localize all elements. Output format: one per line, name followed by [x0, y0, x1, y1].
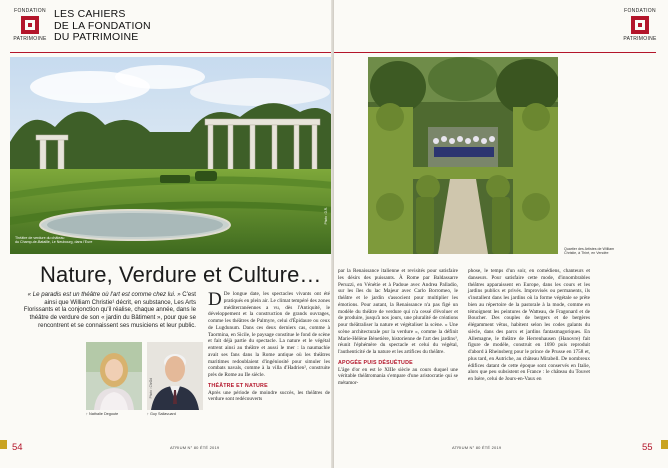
portrait-nathalie-degoute — [86, 342, 142, 410]
portrait-woman-image — [86, 342, 142, 410]
series-title-line3: DU PATRIMOINE — [54, 31, 139, 43]
right-edge-tab — [661, 440, 668, 449]
logo-top-text: FONDATION — [624, 8, 656, 14]
subheading-theatre-nature: THÉÂTRE ET NATURE — [208, 382, 268, 389]
series-title — [54, 9, 151, 44]
page-number-right: 55 — [642, 442, 653, 453]
column-2-paragraph-1: par la Renaissance italienne et revisités pour satisfaire les désirs des puissants. À Rome par Baldassarre Peruzzi, en Vénétie et à Padoue avec Andrea Palladio, sur les îles du lac Majeur avec Carlo Borromeo, le théâtre et le jardin s'associent pour multiplier les émotions. Pour autant, la Renaissance n'a pas figé un modèle du théâtre de verdure qui n'a cessé d'évoluer et de produire, jusqu'à nos jours, une pluralité de créations pour théâtraliser la nature et végétaliser la scène. « Une scène architecturale pur la verdure », comme la définit Marie-Hélène Bénetière, historienne de l'art des jardins³, réunit l'éphémère du spectacle et celui du végétal, l'authenticité de la nature et les artifices du théâtre. — [338, 268, 458, 355]
article-column-3 — [468, 268, 590, 383]
header-rule-left — [10, 52, 334, 53]
drop-cap: D — [208, 289, 222, 310]
footer-left: ATRIUM N° 80 ÉTÉ 2019 — [170, 445, 220, 450]
subheading-apogee: APOGÉE PUIS DÉSUÉTUDE — [338, 359, 413, 366]
topiary-theatre-photo — [368, 57, 558, 254]
footer-right: ATRIUM N° 80 ÉTÉ 2019 — [452, 445, 502, 450]
intro-text: C'est ainsi que William Christie¹ décrit, en substance, Les Arts Florissants et la conjonction qu'il réalise, chaque année, dans le théâtre de verdure de son « jardin du Bâtiment », pour que se rencontrent et se connaissent ses musiciens et leur public. — [23, 291, 196, 329]
column-2-paragraph-2: L'âge d'or en est le XIIIe siècle au cours duquel une véritable théâtromania s'empare d'une aristocratie qui se métamor- — [338, 366, 458, 386]
fondation-logo-right — [620, 8, 660, 42]
garden-theatre-illustration — [10, 57, 334, 254]
article-column-1 — [208, 291, 330, 403]
left-photo-credit: Photo : D.R. — [324, 207, 328, 225]
portrait-man-image — [147, 342, 203, 410]
garden-theatre-photo — [10, 57, 334, 254]
fondation-logo-icon — [631, 16, 649, 34]
portrait-credit: Photo : ChrOd — [149, 378, 153, 399]
left-edge-tab — [0, 440, 7, 449]
topiary-theatre-illustration — [368, 57, 558, 254]
series-title-line2: DE LA FONDATION — [54, 19, 151, 32]
right-photo-caption-line1: Quartier des Artistes de William — [564, 247, 615, 251]
logo-bottom-text: PATRIMOINE — [13, 36, 47, 42]
logo-bottom-text: PATRIMOINE — [623, 36, 657, 42]
fondation-logo-left — [10, 8, 50, 42]
left-photo-caption-line2: du Champ-de-Bataille, Le Neubourg, dans l'Eure — [15, 240, 93, 245]
intro-quote: « Le paradis est un théâtre où l'art est comme chez lui. » — [27, 291, 181, 298]
header-rule-right — [334, 52, 656, 53]
left-photo-caption-line1: Théâtre de verdure du château — [15, 236, 65, 240]
right-page — [334, 0, 668, 468]
page-number-left: 54 — [12, 442, 23, 453]
article-intro — [22, 291, 196, 330]
series-title-line1: LES CAHIERS — [54, 8, 126, 20]
article-column-2 — [338, 268, 458, 387]
fondation-logo-icon — [21, 16, 39, 34]
column-3-paragraph: phose, le temps d'un soir, en comédiens, chanteurs et danseurs. Pour satisfaire cette mode, d'innombrables théâtres apparaissent en Europe, dans les cours et les jardins publics et privés. Improvisés ou permanents, ils s'installent dans les jardins où la forme végétale se prête bien au répertoire de la pastorale à la mode, comme en témoignent les peintures de Watteau, de Fragonard et de Boucher. Des couples de bergers et de bergères élégamment vêtus, habitent selon les codes galants du siècle, dans des parcs et jardins fantasmagoriques. En Allemagne, le théâtre de Herrenhausen (Hanovre) fait figure de modèle, construit en 1690 puis reproduit d'abord à Rheinsberg pour le prince de Prusse en 1758 et, plus tard, en Autriche, au château Mirabell. De nombreux édifices datant de cette époque sont conservés en Italie, alors que peu subsistent en France : le château du Touvet en Isère, celui de Jours-en-Vaux en — [468, 268, 590, 382]
portrait-guy-sallavuard — [147, 342, 203, 410]
right-photo-caption — [564, 247, 614, 256]
article-title: Nature, Verdure et Culture… — [40, 262, 322, 287]
portrait-name-guy: ↑ Guy Sallavuard — [147, 412, 176, 416]
column-1-paragraph-2: Après une période de moindre succès, les théâtres de verdure sont redécouverts — [208, 389, 330, 403]
portrait-name-nathalie: ↑ Nathalie Degoute — [86, 412, 119, 416]
logo-top-text: FONDATION — [14, 8, 46, 14]
column-1-paragraph-1: De longue date, les spectacles vivants ont été pratiqués en plein air. Le climat tempéré des zones méditerranéennes a vu, dès l'Antiquité, le développement et la construction de grands ouvrages, comme les théâtres de Palmyre, celui d'Épidaure ou ceux de Lugdunum. Dans ces deux derniers cas, comme à Taormina, en Sicile, le paysage constitue le fond de scène et fait déjà partie du spectacle. La nature et le végétal entrent ainsi au théâtre et aussi le mer : la naumachie avait ses fans dans la Rome antique où les théâtres maritimes redoublaient d'ingéniosité pour simuler les combats navals, comme à la villa d'Hadrien², construite près de Rome au IIe siècle. — [208, 291, 331, 378]
left-photo-caption — [15, 236, 92, 245]
right-photo-caption-line2: Christie, à Thiré, en Vendée — [564, 251, 609, 256]
